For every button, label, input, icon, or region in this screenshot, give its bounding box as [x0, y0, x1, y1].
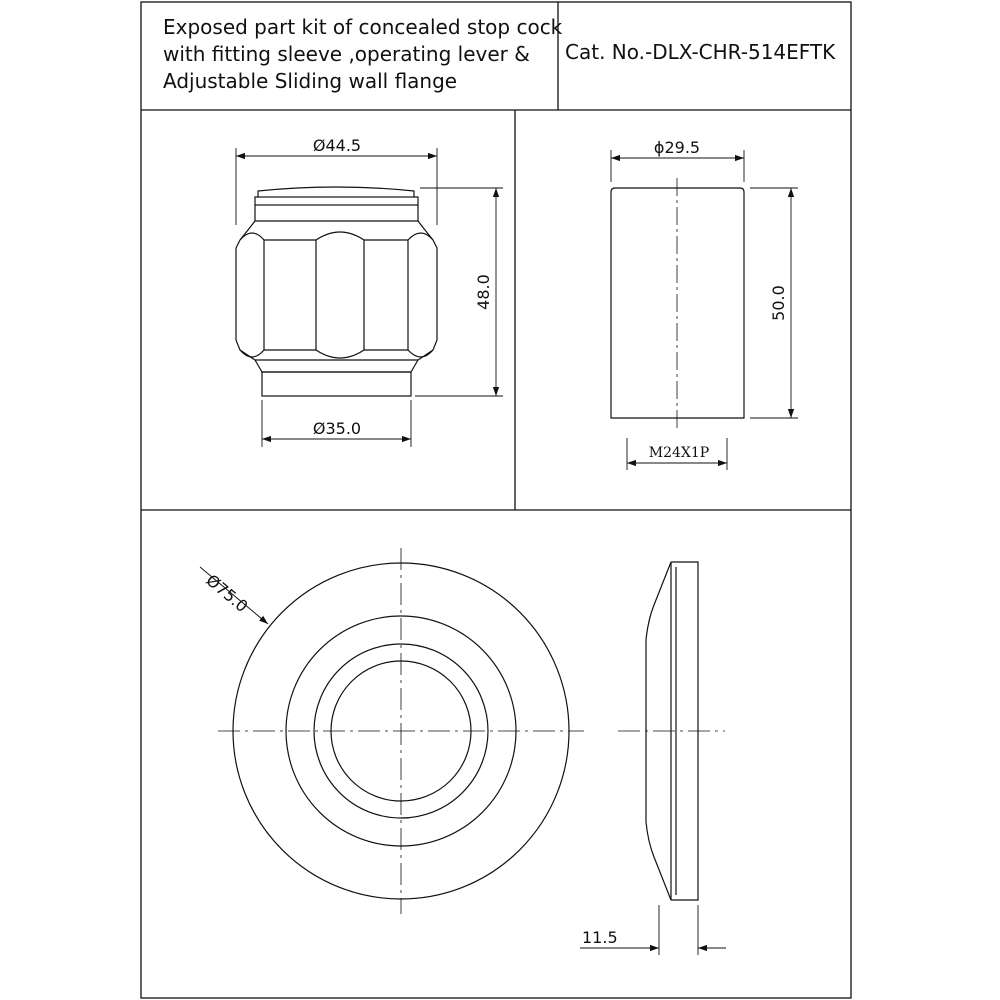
drawing-frame — [141, 2, 851, 998]
lever-drawing — [236, 187, 437, 396]
description-line-3: Adjustable Sliding wall flange — [163, 69, 458, 93]
sleeve-thread-label: M24X1P — [648, 445, 710, 461]
description-line-1: Exposed part kit of concealed stop cock — [163, 15, 563, 39]
catalog-number: Cat. No.-DLX-CHR-514EFTK — [565, 40, 836, 64]
lever-height-label: 48.0 — [474, 274, 493, 310]
sleeve-drawing — [611, 188, 744, 418]
flange-diameter-label: Ø75.0 — [202, 570, 252, 617]
lever-top-diameter-label: Ø44.5 — [312, 136, 362, 155]
sleeve-diameter-label: ɸ29.5 — [653, 138, 701, 157]
flange-depth-label: 11.5 — [582, 928, 618, 947]
description-line-2: with fitting sleeve ,operating lever & — [163, 42, 530, 66]
lever-dimensions — [236, 148, 503, 447]
flange-centerlines — [218, 548, 584, 914]
lever-bottom-diameter-label: Ø35.0 — [312, 419, 362, 438]
sleeve-height-label: 50.0 — [769, 285, 788, 321]
